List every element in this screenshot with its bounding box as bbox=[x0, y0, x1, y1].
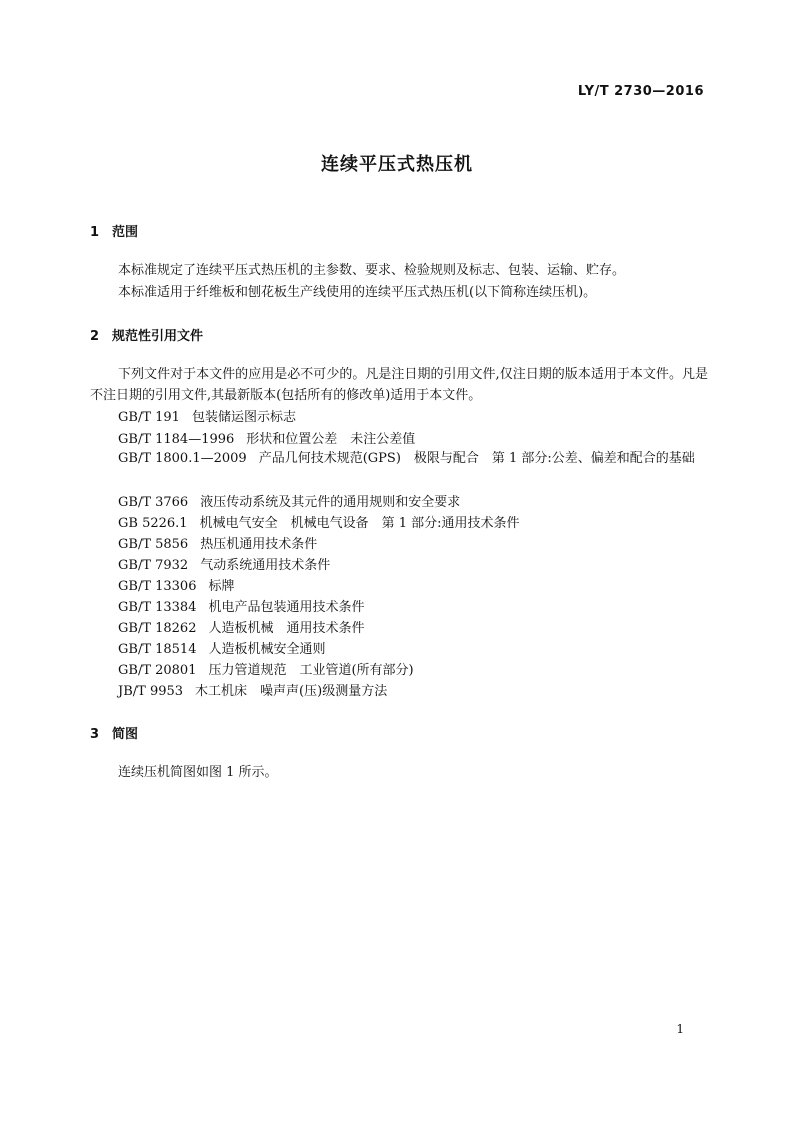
reference-code: GB/T 18262 bbox=[118, 621, 197, 636]
reference-title: 机电产品包装通用技术条件 bbox=[208, 600, 365, 615]
reference-code: GB/T 1800.1—2009 bbox=[118, 451, 247, 466]
reference-item bbox=[118, 491, 460, 510]
reference-code: GB/T 13306 bbox=[118, 579, 197, 594]
section-heading-diagram bbox=[90, 723, 138, 742]
reference-code: JB/T 9953 bbox=[118, 684, 184, 699]
references-intro-paragraph bbox=[90, 364, 708, 406]
reference-title: 热压机通用技术条件 bbox=[200, 537, 318, 552]
reference-code: GB/T 1184—1996 bbox=[118, 432, 235, 447]
reference-code: GB 5226.1 bbox=[118, 516, 188, 531]
reference-item bbox=[90, 448, 708, 469]
reference-title: 气动系统通用技术条件 bbox=[200, 558, 331, 573]
reference-item bbox=[118, 554, 330, 573]
reference-code: GB/T 7932 bbox=[118, 558, 189, 573]
reference-title: 液压传动系统及其元件的通用规则和安全要求 bbox=[200, 495, 461, 510]
reference-title: 人造板机械 通用技术条件 bbox=[208, 621, 365, 636]
reference-code: GB/T 191 bbox=[118, 410, 180, 425]
reference-title: 产品几何技术规范(GPS) 极限与配合 第 1 部分:公差、偏差和配合的基础 bbox=[258, 451, 695, 466]
section-heading-scope bbox=[90, 221, 138, 240]
section-title: 范围 bbox=[112, 225, 139, 240]
reference-item bbox=[118, 596, 365, 615]
reference-item bbox=[118, 680, 387, 699]
scope-paragraph-2 bbox=[90, 282, 708, 303]
section-number: 2 bbox=[90, 329, 100, 344]
reference-item bbox=[118, 659, 414, 678]
reference-item bbox=[118, 512, 519, 531]
reference-item bbox=[118, 406, 296, 425]
reference-code: GB/T 13384 bbox=[118, 600, 197, 615]
reference-title: 压力管道规范 工业管道(所有部分) bbox=[208, 663, 414, 678]
reference-code: GB/T 5856 bbox=[118, 537, 189, 552]
reference-item bbox=[118, 575, 235, 594]
section-number: 1 bbox=[90, 225, 100, 240]
reference-item bbox=[118, 533, 317, 552]
reference-title: 机械电气安全 机械电气设备 第 1 部分:通用技术条件 bbox=[199, 516, 520, 531]
reference-item bbox=[118, 617, 365, 636]
diagram-paragraph bbox=[90, 762, 708, 783]
scope-paragraph-1 bbox=[90, 260, 708, 281]
standard-code: LY/T 2730—2016 bbox=[577, 84, 704, 99]
diagram-text: 连续压机简图如图 1 所示。 bbox=[118, 765, 278, 780]
reference-item bbox=[118, 428, 415, 447]
page-number: 1 bbox=[676, 1022, 684, 1036]
references-intro-text: 下列文件对于本文件的应用是必不可少的。凡是注日期的引用文件,仅注日期的版本适用于本文件。凡是不注日期的引用文件,其最新版本(包括所有的修改单)适用于本文件。 bbox=[90, 367, 708, 403]
section-title: 简图 bbox=[112, 727, 139, 742]
reference-code: GB/T 20801 bbox=[118, 663, 197, 678]
section-heading-normative-references bbox=[90, 325, 203, 344]
reference-title: 形状和位置公差 未注公差值 bbox=[246, 432, 416, 447]
reference-title: 标牌 bbox=[208, 579, 235, 594]
document-title: 连续平压式热压机 bbox=[321, 154, 473, 175]
scope-text-1: 本标准规定了连续平压式热压机的主参数、要求、检验规则及标志、包装、运输、贮存。 bbox=[118, 263, 626, 278]
reference-title: 木工机床 噪声声(压)级测量方法 bbox=[195, 684, 388, 699]
reference-item bbox=[118, 638, 326, 657]
section-number: 3 bbox=[90, 727, 100, 742]
section-title: 规范性引用文件 bbox=[112, 329, 204, 344]
reference-code: GB/T 18514 bbox=[118, 642, 197, 657]
reference-title: 包装储运图示标志 bbox=[191, 410, 296, 425]
reference-title: 人造板机械安全通则 bbox=[208, 642, 326, 657]
reference-code: GB/T 3766 bbox=[118, 495, 189, 510]
scope-text-2: 本标准适用于纤维板和刨花板生产线使用的连续平压式热压机(以下简称连续压机)。 bbox=[118, 285, 597, 300]
